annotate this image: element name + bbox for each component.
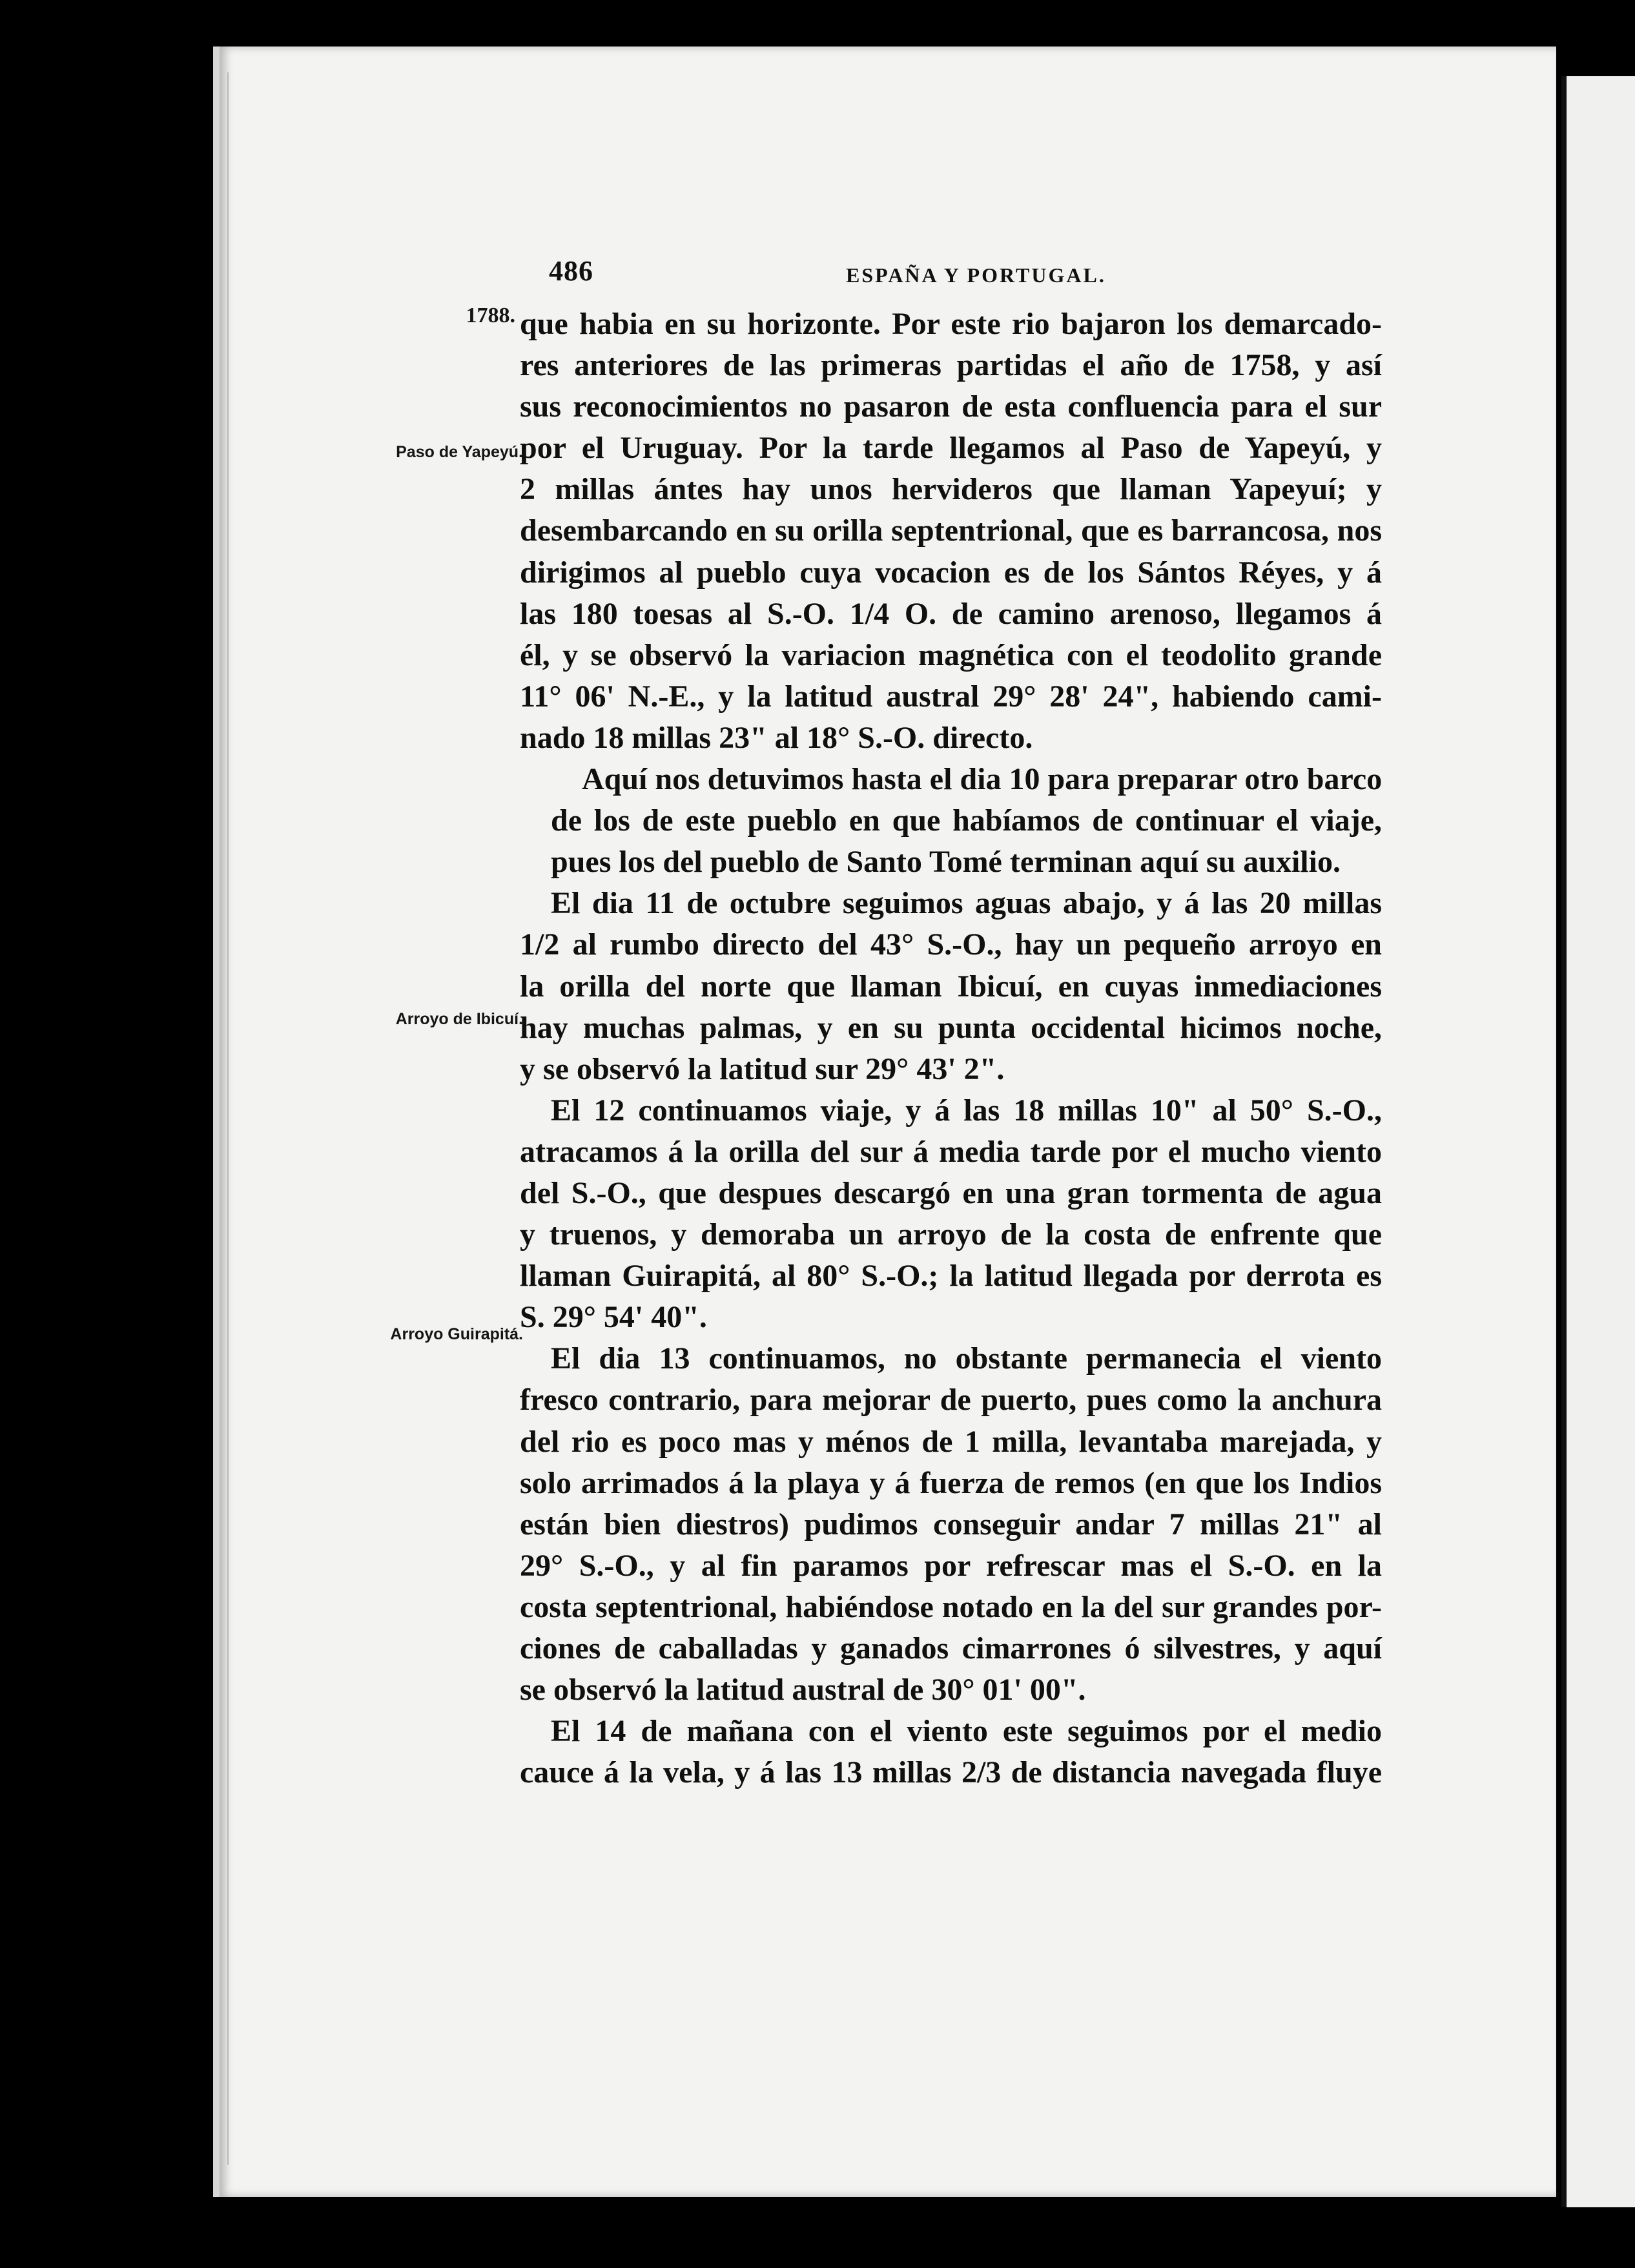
text-line: y se observó la latitud sur 29° 43' 2". [520,1051,1005,1086]
text-line: S. 29° 54' 40". [520,1300,707,1335]
text-line: desembarcando en su orilla septentrional, que es barrancosa, nos [520,513,1382,548]
paragraph-1 [520,304,1382,759]
text-line: nado 18 millas 23" al 18° S.-O. directo. [520,720,1033,755]
text-line: la orilla del norte que llaman Ibicuí, en cuyas inmediaciones [520,969,1382,1004]
margin-note-arroyo-ibicui: Arroyo de Ibicuí. [395,1010,523,1028]
text-line: hay muchas palmas, y en su punta occidental hicimos noche, [520,1010,1382,1045]
text-line: pues los del pueblo de Santo Tomé terminan aquí su auxilio. [551,845,1341,880]
text-line: Aquí nos detuvimos hasta el dia 10 para preparar otro barco [582,762,1383,797]
text-line: se observó la latitud austral de 30° 01' 00". [520,1673,1086,1707]
paragraph-3 [520,883,1382,1089]
text-line: sus reconocimientos no pasaron de esta confluencia para el sur [520,389,1382,424]
text-line: del S.-O., que despues descargó en una gran tormenta de agua [520,1175,1382,1210]
text-line: las 180 toesas al S.-O. 1/4 O. de camino arenoso, llegamos á [520,596,1382,631]
body-text [520,304,1382,1793]
text-line: del rio es poco mas y ménos de 1 milla, levantaba marejada, y [520,1424,1382,1459]
paragraph-2 [520,759,1382,883]
text-line: fresco contrario, para mejorar de puerto, pues como la anchura [520,1383,1382,1418]
text-line: El 12 continuamos viaje, y á las 18 millas 10" al 50° S.-O., [551,1093,1382,1128]
page-number: 486 [549,255,593,287]
text-line: res anteriores de las primeras partidas el año de 1758, y así [520,348,1382,383]
text-line: solo arrimados á la playa y á fuerza de remos (en que los Indios [520,1465,1382,1500]
running-title: ESPAÑA Y PORTUGAL. [846,263,1106,287]
text-line: cauce á la vela, y á las 13 millas 2/3 de distancia navegada fluye [520,1755,1382,1790]
running-header [549,254,1414,293]
text-line: de los de este pueblo en que habíamos de continuar el viaje, [551,803,1382,838]
text-line: 2 millas ántes hay unos hervideros que llaman Yapeyuí; y [520,472,1382,507]
margin-note-paso-yapeyu: Paso de Yapeyú. [396,443,523,461]
paragraph-4 [520,1090,1382,1339]
text-line: El dia 11 de octubre seguimos aguas abajo, y á las 20 millas [551,886,1382,921]
text-line: por el Uruguay. Por la tarde llegamos al Paso de Yapeyú, y [520,431,1382,466]
margin-note-year: 1788. [466,304,515,327]
text-line: y truenos, y demoraba un arroyo de la costa de enfrente que [520,1217,1382,1252]
text-line: que habia en su horizonte. Por este rio bajaron los demarcado- [520,307,1382,341]
paragraph-6 [520,1711,1382,1793]
text-line: El 14 de mañana con el viento este seguimos por el medio [551,1714,1382,1749]
text-line: 29° S.-O., y al fin paramos por refrescar mas el S.-O. en la [520,1548,1382,1583]
margin-note-arroyo-guirapita: Arroyo Guirapitá. [390,1325,523,1343]
text-line: 11° 06' N.-E., y la latitud austral 29° 28' 24", habiendo cami- [520,679,1382,714]
text-line: ciones de caballadas y ganados cimarrones ó silvestres, y aquí [520,1631,1382,1665]
text-line: llaman Guirapitá, al 80° S.-O.; la latitud llegada por derrota es [520,1259,1382,1294]
text-line: dirigimos al pueblo cuya vocacion es de los Sántos Réyes, y á [520,555,1382,590]
text-line: él, y se observó la variacion magnética con el teodolito grande [520,637,1382,672]
text-line: 1/2 al rumbo directo del 43° S.-O., hay un pequeño arroyo en [520,927,1382,962]
text-line: atracamos á la orilla del sur á media tarde por el mucho viento [520,1134,1382,1169]
adjacent-page-edge [1561,76,1635,2207]
text-line: costa septentrional, habiéndose notado en la del sur grandes por- [520,1589,1382,1624]
page-gutter-line [227,72,229,2165]
paragraph-5 [520,1338,1382,1711]
text-line: están bien diestros) pudimos conseguir andar 7 millas 21" al [520,1507,1382,1541]
text-line: El dia 13 continuamos, no obstante permanecia el viento [551,1341,1382,1376]
